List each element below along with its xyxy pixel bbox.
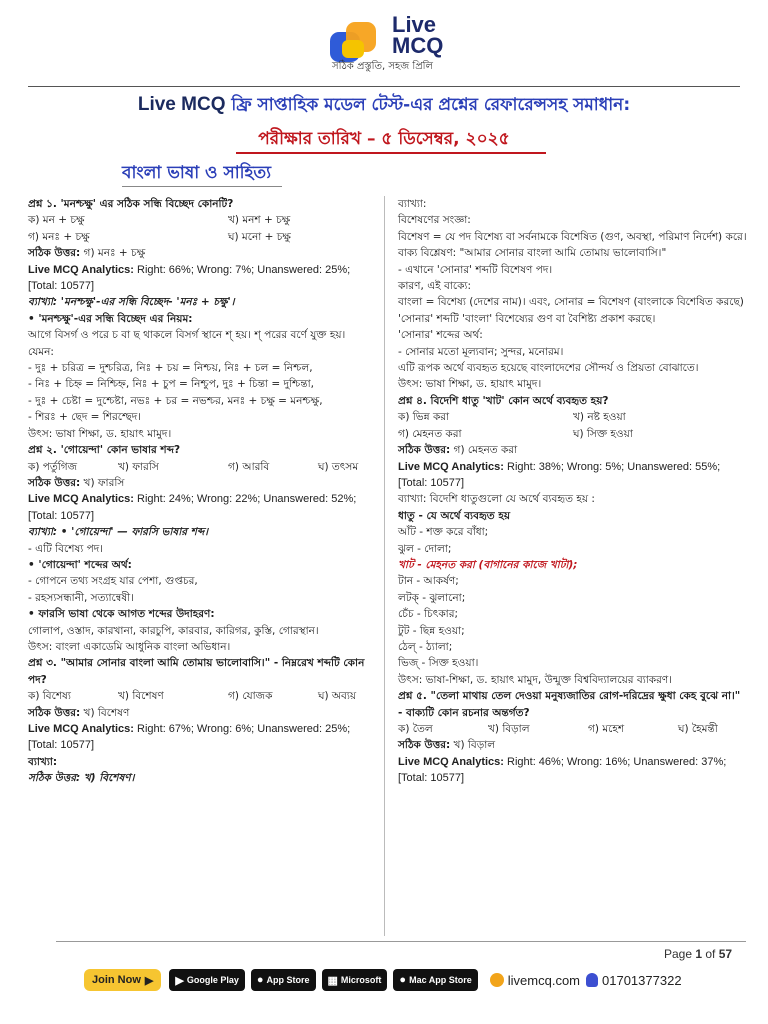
question-1-options: [28, 212, 378, 228]
google-play-button[interactable]: ▶ Google Play: [169, 969, 244, 991]
answer: সঠিক উত্তর: খ) বিশেষণ: [28, 706, 130, 719]
option: খ) বিশেষণ: [118, 690, 164, 703]
option: খ) বিড়াল: [488, 723, 530, 735]
definition: বিশেষণ = যে পদ বিশেষ্য বা সর্বনামকে বিশেষিত (গুণ, অবস্থা, পরিমাণ নির্দেশ) করে।: [398, 230, 747, 243]
option: ঘ) মনো + চক্ষু: [228, 230, 291, 243]
microsoft-button[interactable]: ▦ Microsoft: [322, 969, 388, 991]
phone-link[interactable]: 01701377322: [586, 973, 682, 988]
mac-app-store-button[interactable]: ● Mac App Store: [393, 969, 477, 991]
header: [0, 14, 768, 84]
explanation-label: ব্যাখ্যা:: [398, 198, 427, 210]
meaning-heading: • 'গোয়েন্দা' শব্দের অর্থ:: [28, 558, 132, 571]
answer: সঠিক উত্তর: খ) ফারসি: [28, 476, 125, 489]
source: উৎস: বাংলা একাডেমি আধুনিক বাংলা অভিধান।: [28, 640, 231, 653]
explanation-line: কারণ, এই বাক্যে:: [398, 280, 472, 293]
option: গ) যোজক: [228, 690, 273, 703]
apple-icon: ●: [399, 974, 407, 986]
explanation: ব্যাখ্যা: • 'গোয়েন্দা' — ফারসি ভাষার শব্দ।: [28, 526, 209, 539]
header-divider: [28, 86, 740, 87]
explanation: ব্যাখ্যা: 'মনশ্চক্ষু'-এর সন্ধি বিচ্ছেদ- 'মনঃ + চক্ষু'।: [28, 296, 235, 309]
option: ঘ) সিক্ত হওয়া: [573, 427, 633, 440]
explanation-line: - রহস্যসন্ধানী, সত্যান্বেষী।: [28, 591, 134, 604]
option: ঘ) হৈমন্তী: [678, 723, 718, 735]
left-column: [28, 196, 378, 787]
option: খ) নষ্ট হওয়া: [573, 411, 626, 424]
option: ক) মন + চক্ষু: [28, 214, 85, 227]
explanation-line: - এটি বিশেষ্য পদ।: [28, 542, 104, 555]
definition-heading: বিশেষণের সংজ্ঞা:: [398, 214, 471, 227]
rule-text: আগে বিসর্গ ও পরে চ বা ছ থাকলে বিসর্গ স্থানে শ্ হয়। শ্ পরের বর্ণে যুক্ত হয়।: [28, 329, 346, 342]
question-2: প্রশ্ন ২. 'গোয়েন্দা' কোন ভাষার শব্দ?: [28, 444, 181, 457]
website-link[interactable]: livemcq.com: [490, 973, 580, 988]
option: খ) ফারসি: [118, 460, 159, 473]
table-row: টান - আকর্ষণ;: [398, 575, 459, 588]
table-heading: ধাতু - যে অর্থে ব্যবহৃত হয়: [398, 509, 511, 522]
question-4-options: [398, 409, 748, 425]
page-number: Page 1 of 57: [664, 947, 733, 961]
analytics: Live MCQ Analytics: Right: 46%; Wrong: 16%; Unanswered: 37%; [Total: 10577]: [398, 755, 727, 785]
option: গ) আরবি: [228, 460, 270, 473]
question-4: প্রশ্ন ৪. বিদেশি ধাতু 'খাট' কোন অর্থে ব্যবহৃত হয়?: [398, 394, 609, 407]
source: উৎস: ভাষা শিক্ষা, ড. হায়াৎ মামুদ।: [28, 427, 172, 440]
answer: সঠিক উত্তর: গ) মেহনত করা: [398, 444, 518, 457]
analytics: Live MCQ Analytics: Right: 24%; Wrong: 22%; Unanswered: 52%; [Total: 10577]: [28, 493, 357, 522]
logo-tagline: সঠিক প্রস্তুতি, সহজ প্রিলি: [332, 61, 433, 72]
option: গ) মনঃ + চক্ষু: [28, 230, 90, 243]
footer: [84, 967, 724, 993]
table-row: লটক্ - ঝুলানো;: [398, 591, 466, 604]
option: গ) মেহনত করা: [398, 427, 462, 440]
option: খ) মনশ + চক্ষু: [228, 214, 291, 227]
table-row-highlight: খাট - মেহনত করা (বাগানের কাজে খাটা);: [398, 558, 578, 571]
example-line: - নিঃ + চিহ্ন = নিশ্চিহ্ন, নিঃ + চুপ = নিশ্চুপ, দুঃ + চিন্তা = দুশ্চিন্তা,: [28, 378, 315, 391]
source: উৎস: ভাষা-শিক্ষা, ড. হায়াৎ মামুদ, উন্মুক্ত বিশ্ববিদ্যালয়ের ব্যাকরণ।: [398, 673, 673, 686]
explanation-line: - এখানে 'সোনার' শব্দটি বিশেষণ পদ।: [398, 263, 553, 276]
analytics: Live MCQ Analytics: Right: 67%; Wrong: 6%; Unanswered: 25%; [Total: 10577]: [28, 723, 351, 752]
analytics: Live MCQ Analytics: Right: 38%; Wrong: 5%; Unanswered: 55%; [Total: 10577]: [398, 460, 721, 489]
explanation-line: - সোনার মতো মূল্যবান; সুন্দর, মনোরম।: [398, 345, 564, 358]
join-now-button[interactable]: Join Now ▶: [84, 969, 161, 991]
table-row: ঠেল্ - ঠ্যালা;: [398, 640, 453, 653]
explanation: সঠিক উত্তর: খ) বিশেষণ।: [28, 772, 135, 785]
option: ক) ভিন্ন করা: [398, 411, 450, 424]
explanation-line: এটি রূপক অর্থে ব্যবহৃত হয়েছে বাংলাদেশের সৌন্দর্য ও প্রিয়তা বোঝাতে।: [398, 362, 699, 375]
option: ঘ) তৎসম: [318, 460, 359, 473]
section-title: বাংলা ভাষা ও সাহিত্য: [122, 163, 272, 183]
section-underline: [122, 186, 282, 187]
user-icon: [586, 973, 598, 987]
globe-icon: [490, 973, 504, 987]
table-row: আঁট - শক্ত করে বাঁধা;: [398, 526, 489, 539]
source: উৎস: ভাষা শিক্ষা, ড. হায়াৎ মামুদ।: [398, 378, 542, 391]
example-line: - দুঃ + চেষ্টা = দুশ্চেষ্টা, নভঃ + চর = নভশ্চর, মনঃ + চক্ষু = মনশ্চক্ষু,: [28, 394, 323, 407]
question-3-options: [28, 688, 378, 704]
apple-icon: ●: [256, 974, 264, 986]
option: ক) তৈল: [398, 723, 433, 735]
question-5: প্রশ্ন ৫. "তেলা মাথায় তেল দেওয়া মনুষ্যজাতির রোগ-দরিদ্রের ক্ষুধা কেহ বুঝে না।" - বাক্যটি কোন রচনার অন্তর্গত?: [398, 690, 741, 719]
table-row: ভিজ্ - সিক্ত হওয়া।: [398, 657, 479, 670]
explanation-line: - গোপনে তথ্য সংগ্রহ যার পেশা, গুপ্তচর,: [28, 575, 198, 588]
answer: সঠিক উত্তর: খ) বিড়াল: [398, 739, 496, 752]
question-3: প্রশ্ন ৩. "আমার সোনার বাংলা আমি তোমায় ভালোবাসি।" - নিম্নরেখ শব্দটি কোন পদ?: [28, 657, 365, 686]
sentence-analysis: বাক্য বিশ্লেষণ: "আমার সোনার বাংলা আমি তোমায় ভালোবাসি।": [398, 247, 667, 260]
exam-date-underline: [236, 152, 546, 154]
explanation: ব্যাখ্যা: বিদেশি ধাতুগুলো যে অর্থে ব্যবহৃত হয় :: [398, 493, 595, 506]
question-1: প্রশ্ন ১. 'মনশ্চক্ষু' এর সঠিক সন্ধি বিচ্ছেদ কোনটি?: [28, 198, 234, 210]
explanation-label: ব্যাখ্যা:: [28, 755, 58, 768]
analytics: Live MCQ Analytics: Right: 66%; Wrong: 7%; Unanswered: 25%; [Total: 10577]: [28, 263, 351, 293]
google-play-icon: ▶: [175, 974, 184, 987]
right-column: [398, 196, 748, 787]
option: ক) পর্তুগিজ: [28, 460, 78, 473]
logo-text: Live MCQ: [392, 12, 444, 58]
explanation-line: গোলাপ, ওস্তাদ, কারখানা, কারচুপি, কারবার, কারিগর, কুস্তি, গোরস্থান।: [28, 624, 319, 637]
rule-heading: • 'মনশ্চক্ষু'-এর সন্ধি বিচ্ছেদ এর নিয়ম:: [28, 312, 193, 325]
option: গ) মহেশ: [588, 723, 625, 735]
windows-icon: ▦: [327, 974, 338, 987]
table-row: টুট - ছিন্ন হওয়া;: [398, 624, 465, 637]
question-5-options: [398, 721, 748, 737]
examples-heading: • ফারসি ভাষা থেকে আগত শব্দের উদাহরণ:: [28, 608, 215, 621]
option: ক) বিশেষ্য: [28, 690, 71, 703]
answer: সঠিক উত্তর: গ) মনঃ + চক্ষু: [28, 247, 146, 260]
example-line: - শিরঃ + ছেদ = শিরশ্ছেদ।: [28, 411, 142, 424]
example-line: - দুঃ + চরিত্র = দুশ্চরিত্র, নিঃ + চয় = নিশ্চয়, নিঃ + চল = নিশ্চল,: [28, 362, 313, 375]
page-title: Live MCQ ফ্রি সাপ্তাহিক মডেল টেস্ট-এর প্রশ্নের রেফারেন্সসহ সমাধান:: [137, 94, 631, 115]
table-row: ঝুল - দোলা;: [398, 542, 452, 555]
explanation-line: 'সোনার' শব্দটি 'বাংলা' বিশেষ্যের গুণ বা বৈশিষ্ট্য প্রকাশ করছে।: [398, 312, 656, 325]
question-2-options: [28, 459, 378, 475]
meaning-heading: 'সোনার' শব্দের অর্থ:: [398, 329, 483, 342]
app-store-button[interactable]: ● App Store: [251, 969, 316, 991]
example-label: যেমন:: [28, 345, 54, 358]
footer-divider: [56, 941, 746, 942]
option: ঘ) অব্যয়: [318, 690, 357, 703]
explanation-line: বাংলা = বিশেষ্য (দেশের নাম)। এবং, সোনার = বিশেষণ (বাংলাকে বিশেষিত করছে): [398, 296, 744, 309]
exam-date: পরীক্ষার তারিখ – ৫ ডিসেম্বর, ২০২৫: [258, 129, 510, 149]
column-divider: [384, 196, 385, 936]
table-row: চেঁচ - চিৎকার;: [398, 608, 459, 621]
play-icon: ▶: [144, 974, 154, 987]
